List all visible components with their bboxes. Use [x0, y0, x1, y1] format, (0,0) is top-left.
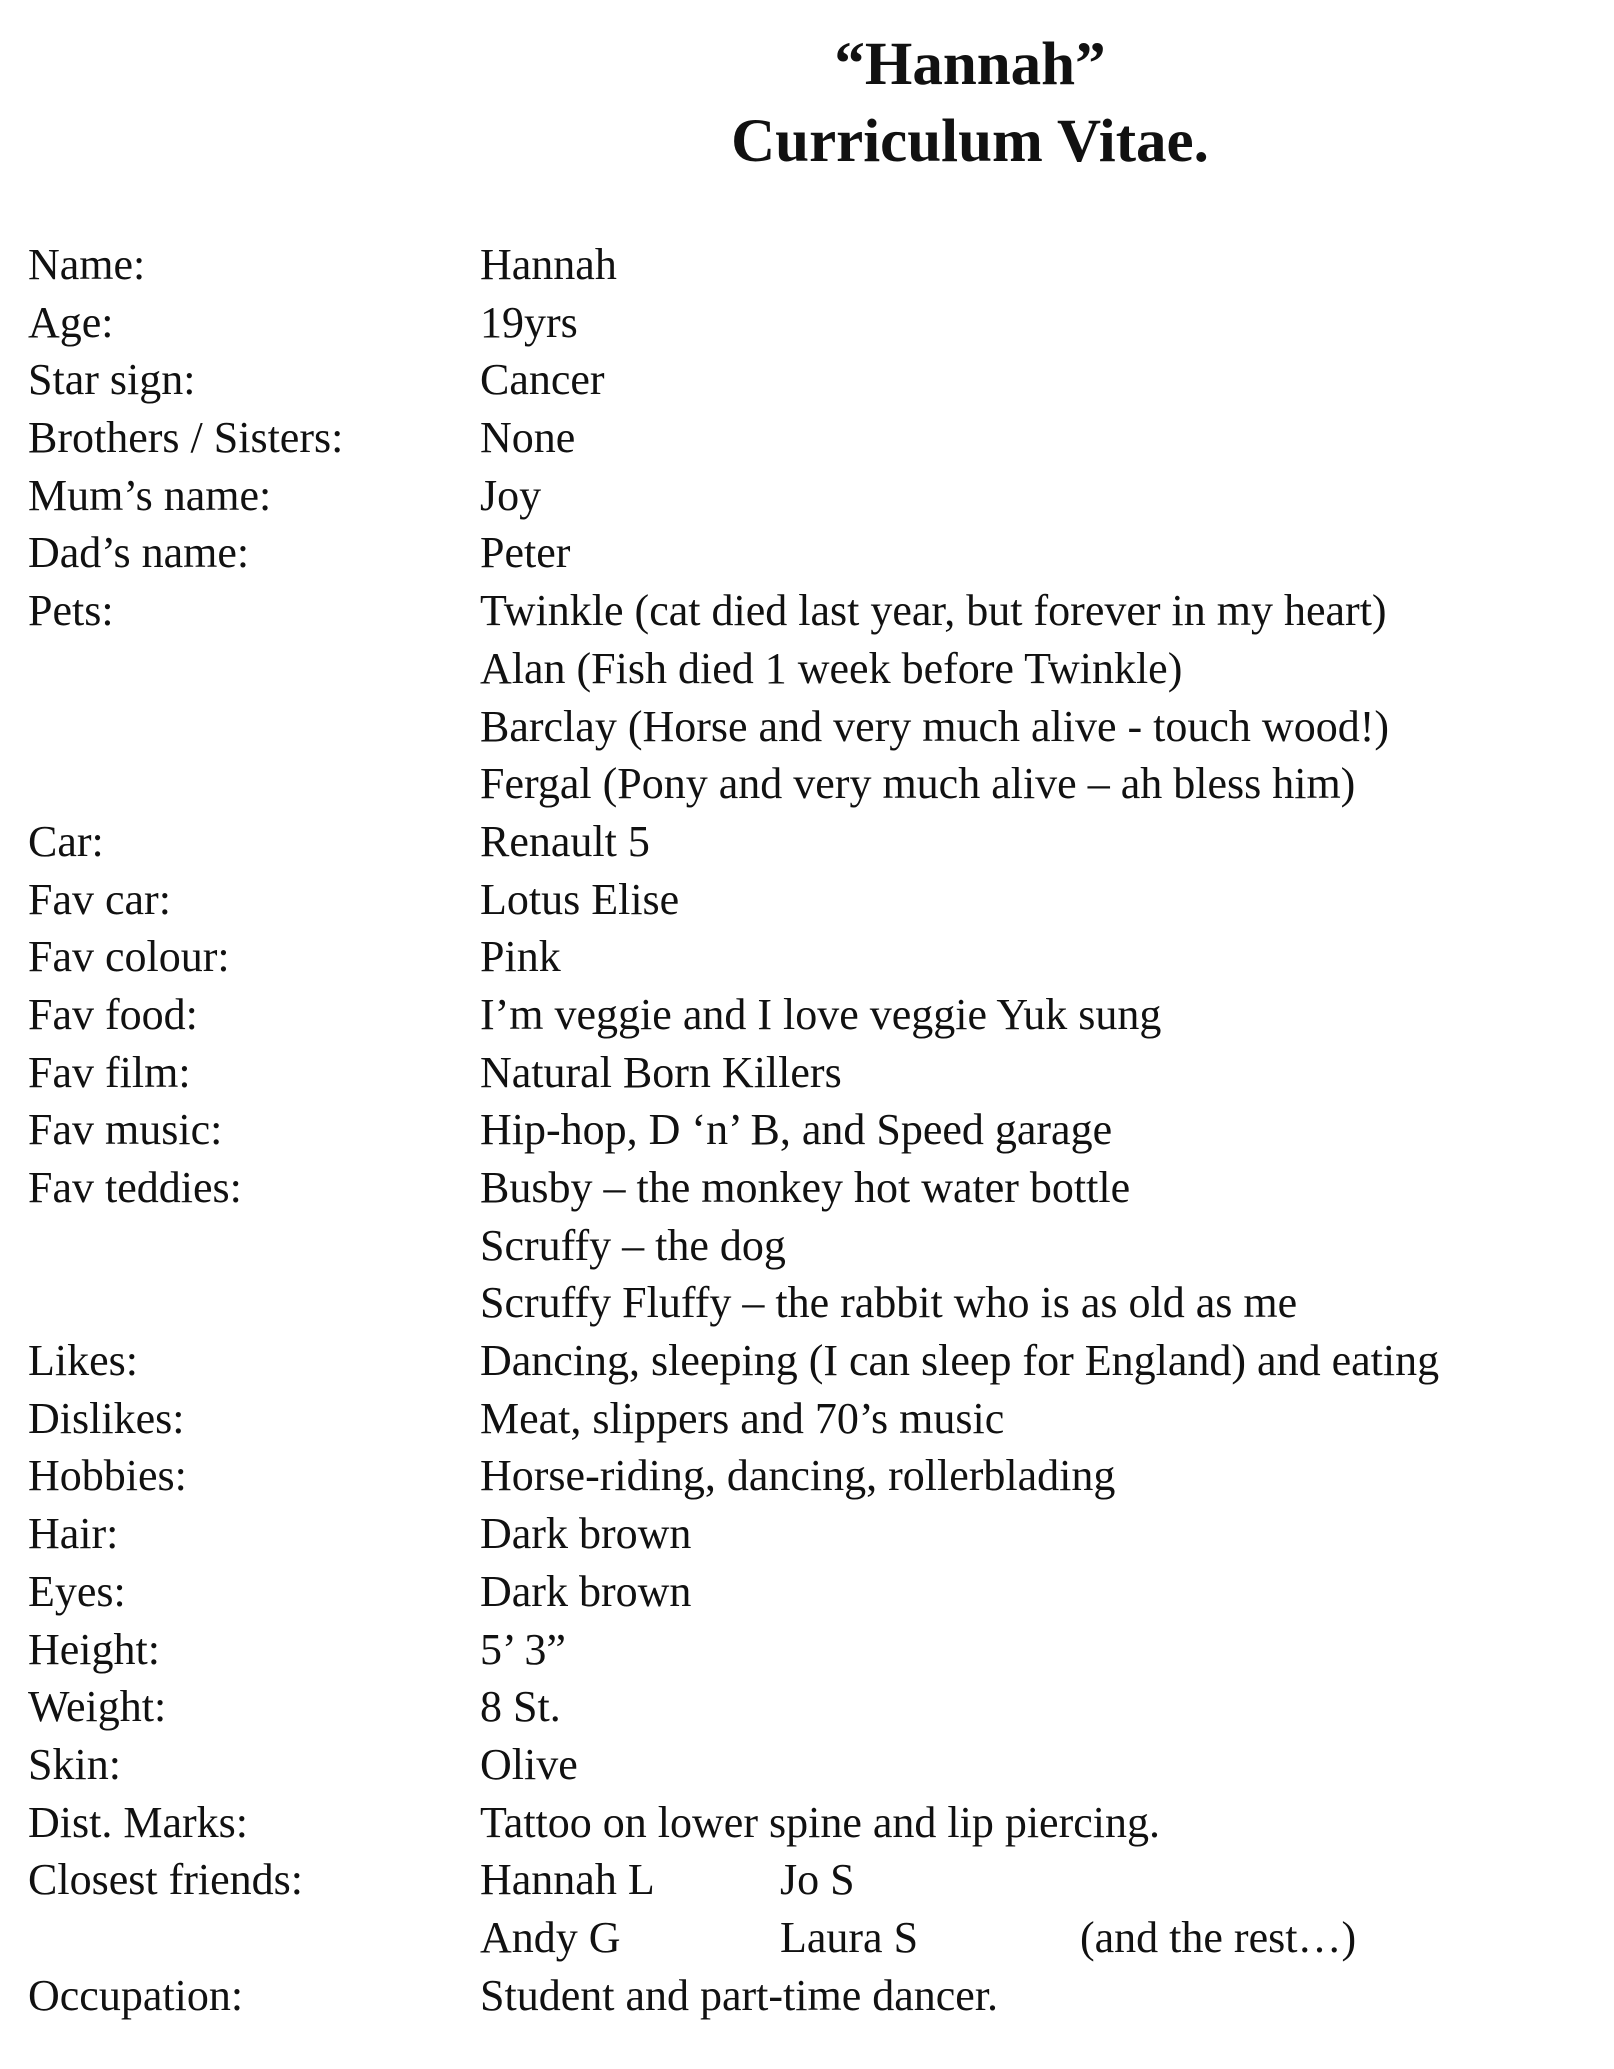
title-name: “Hannah”	[834, 31, 1106, 98]
field-row-dist-marks	[28, 1794, 1598, 1852]
field-value: Joy	[480, 470, 542, 520]
field-label: Dislikes:	[28, 1393, 185, 1443]
field-row-age	[28, 294, 1598, 352]
field-label: Age:	[28, 297, 114, 347]
field-row-hobbies	[28, 1447, 1598, 1505]
field-value: I’m veggie and I love veggie Yuk sung	[480, 989, 1162, 1039]
field-row-likes	[28, 1332, 1598, 1390]
field-row-pets-continued	[28, 698, 1598, 756]
field-row-hair	[28, 1505, 1598, 1563]
friend-name: Jo S	[780, 1855, 855, 1905]
field-value: Fergal (Pony and very much alive – ah bless him)	[480, 759, 1356, 809]
field-label: Fav music:	[28, 1105, 223, 1155]
field-value: Olive	[480, 1739, 578, 1789]
field-row-fav-teddies	[28, 1159, 1598, 1217]
field-label: Fav colour:	[28, 932, 230, 982]
field-value: Meat, slippers and 70’s music	[480, 1393, 1005, 1443]
field-row-fav-teddies-continued	[28, 1217, 1598, 1275]
field-value: Scruffy – the dog	[480, 1220, 786, 1270]
field-label: Height:	[28, 1624, 160, 1674]
field-value: 19yrs	[480, 297, 578, 347]
field-label: Fav teddies:	[28, 1163, 242, 1212]
field-label: Dad’s name:	[28, 528, 250, 578]
field-row-fav-car	[28, 871, 1598, 929]
friend-name: Hannah L	[480, 1855, 655, 1905]
field-row-dad	[28, 524, 1598, 582]
field-value: Natural Born Killers	[480, 1047, 842, 1097]
field-value: Cancer	[480, 355, 605, 405]
field-row-fav-film	[28, 1044, 1598, 1102]
field-value: Hannah	[480, 240, 617, 289]
field-row-friends-continued	[28, 1909, 1598, 1967]
field-label: Eyes:	[28, 1566, 126, 1616]
field-row-dislikes	[28, 1390, 1598, 1448]
field-label: Brothers / Sisters:	[28, 413, 344, 463]
field-label: Fav food:	[28, 989, 198, 1039]
friend-name: Laura S	[780, 1912, 919, 1962]
field-label: Name:	[28, 240, 146, 289]
field-value: Student and part-time dancer.	[480, 1970, 999, 2020]
field-label: Likes:	[28, 1336, 138, 1386]
field-value: Pink	[480, 932, 561, 982]
field-value: Alan (Fish died 1 week before Twinkle)	[480, 643, 1183, 693]
field-row-friends	[28, 1851, 1598, 1909]
field-value: Dark brown	[480, 1566, 692, 1616]
field-row-eyes	[28, 1563, 1598, 1621]
field-label: Dist. Marks:	[28, 1797, 248, 1847]
field-value: Tattoo on lower spine and lip piercing.	[480, 1797, 1160, 1847]
field-value: 5’ 3”	[480, 1624, 566, 1674]
field-row-fav-teddies-continued	[28, 1274, 1598, 1332]
field-row-fav-colour	[28, 928, 1598, 986]
field-value: Dancing, sleeping (I can sleep for England) and eating	[480, 1336, 1440, 1386]
page-title	[590, 26, 1350, 180]
field-row-skin	[28, 1736, 1598, 1794]
field-label: Skin:	[28, 1739, 121, 1789]
cv-field-list	[28, 236, 1598, 2024]
field-label: Occupation:	[28, 1970, 244, 2020]
field-row-siblings	[28, 409, 1598, 467]
field-label: Hobbies:	[28, 1451, 187, 1501]
field-value: 8 St.	[480, 1682, 561, 1732]
field-label: Fav car:	[28, 874, 171, 924]
field-row-occupation	[28, 1967, 1598, 2025]
field-value: Horse-riding, dancing, rollerblading	[480, 1451, 1116, 1501]
field-value: Dark brown	[480, 1509, 692, 1559]
field-label: Car:	[28, 816, 104, 866]
friend-name: Andy G	[480, 1912, 621, 1962]
field-value: Hip-hop, D ‘n’ B, and Speed garage	[480, 1105, 1113, 1155]
friends-note: (and the rest…)	[1080, 1912, 1357, 1962]
field-row-pets	[28, 582, 1598, 640]
field-label: Star sign:	[28, 355, 196, 405]
field-label: Hair:	[28, 1509, 119, 1559]
field-row-pets-continued	[28, 640, 1598, 698]
field-row-fav-food	[28, 986, 1598, 1044]
field-row-pets-continued	[28, 755, 1598, 813]
field-row-car	[28, 813, 1598, 871]
field-label: Closest friends:	[28, 1855, 303, 1905]
field-row-name	[28, 236, 1598, 294]
field-value: Lotus Elise	[480, 874, 680, 924]
field-value: Barclay (Horse and very much alive - touch wood!)	[480, 701, 1390, 751]
field-row-weight	[28, 1678, 1598, 1736]
field-value: Twinkle (cat died last year, but forever in my heart)	[480, 586, 1387, 636]
field-value: Busby – the monkey hot water bottle	[480, 1163, 1131, 1212]
field-value: Scruffy Fluffy – the rabbit who is as old as me	[480, 1278, 1298, 1328]
field-value: Peter	[480, 528, 571, 578]
field-row-fav-music	[28, 1101, 1598, 1159]
field-label: Mum’s name:	[28, 470, 272, 520]
field-value: None	[480, 413, 576, 463]
field-label: Fav film:	[28, 1047, 191, 1097]
field-row-star-sign	[28, 351, 1598, 409]
title-heading: Curriculum Vitae.	[731, 108, 1209, 175]
field-value: Renault 5	[480, 816, 650, 866]
field-label: Weight:	[28, 1682, 167, 1732]
field-row-height	[28, 1621, 1598, 1679]
field-row-mum	[28, 467, 1598, 525]
field-label: Pets:	[28, 586, 114, 636]
